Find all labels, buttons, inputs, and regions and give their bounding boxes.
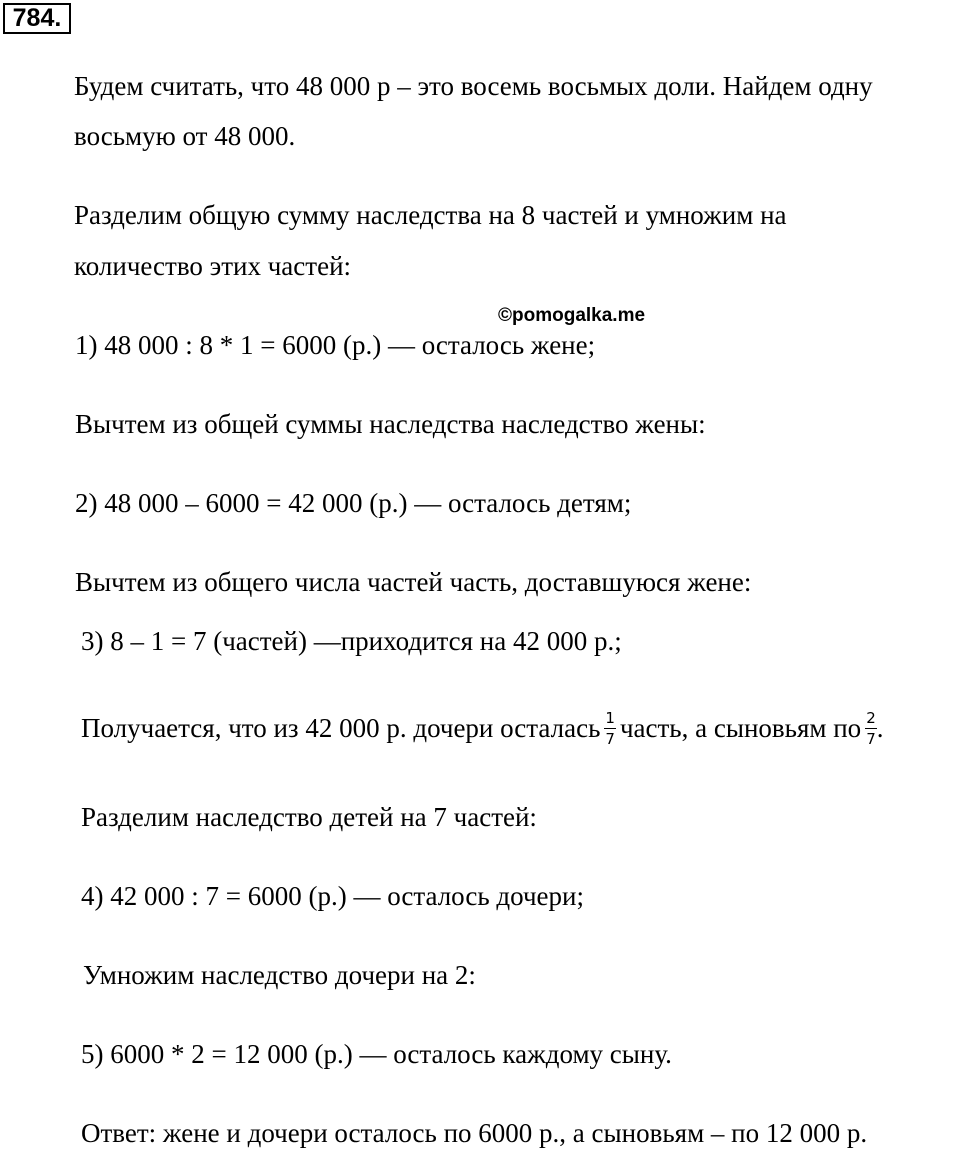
divide-line-1: Разделим общую сумму наследства на 8 частей и умножим на <box>74 200 787 230</box>
step-3: 3) 8 – 1 = 7 (частей) —приходится на 42 000 р.; <box>81 626 622 656</box>
fraction-one-seventh <box>604 710 616 748</box>
result-line <box>81 709 884 750</box>
fraction-numerator: 1 <box>605 709 615 727</box>
subtract-wife-line: Вычтем из общей суммы наследства наследство жены: <box>75 409 706 439</box>
fraction-numerator: 2 <box>866 709 876 727</box>
intro-line-1: Будем считать, что 48 000 р – это восемь восьмых доли. Найдем одну <box>74 71 873 101</box>
step-1: 1) 48 000 : 8 * 1 = 6000 (р.) — осталось жене; <box>75 330 596 360</box>
divide-line-2: количество этих частей: <box>74 251 352 281</box>
intro-line-2: восьмую от 48 000. <box>74 121 296 151</box>
fraction-denominator: 7 <box>605 730 615 748</box>
watermark: ©pomogalka.me <box>498 305 646 326</box>
problem-number: 784. <box>3 3 71 34</box>
result-text-b: часть, а сыновьям по <box>619 713 862 744</box>
divide-children-line: Разделим наследство детей на 7 частей: <box>81 802 537 832</box>
result-text-a: Получается, что из 42 000 р. дочери осталась <box>81 713 601 744</box>
multiply-line: Умножим наследство дочери на 2: <box>83 960 476 990</box>
fraction-two-sevenths <box>865 710 877 748</box>
step-5: 5) 6000 * 2 = 12 000 (р.) — осталось каждому сыну. <box>81 1039 672 1069</box>
fraction-denominator: 7 <box>866 730 876 748</box>
result-text-c: . <box>876 713 884 744</box>
answer-line: Ответ: жене и дочери осталось по 6000 р., а сыновьям – по 12 000 р. <box>81 1118 868 1148</box>
step-4: 4) 42 000 : 7 = 6000 (р.) — осталось дочери; <box>81 881 584 911</box>
step-2: 2) 48 000 – 6000 = 42 000 (р.) — осталось детям; <box>75 488 632 518</box>
subtract-parts-line: Вычтем из общего числа частей часть, доставшуюся жене: <box>75 567 752 597</box>
